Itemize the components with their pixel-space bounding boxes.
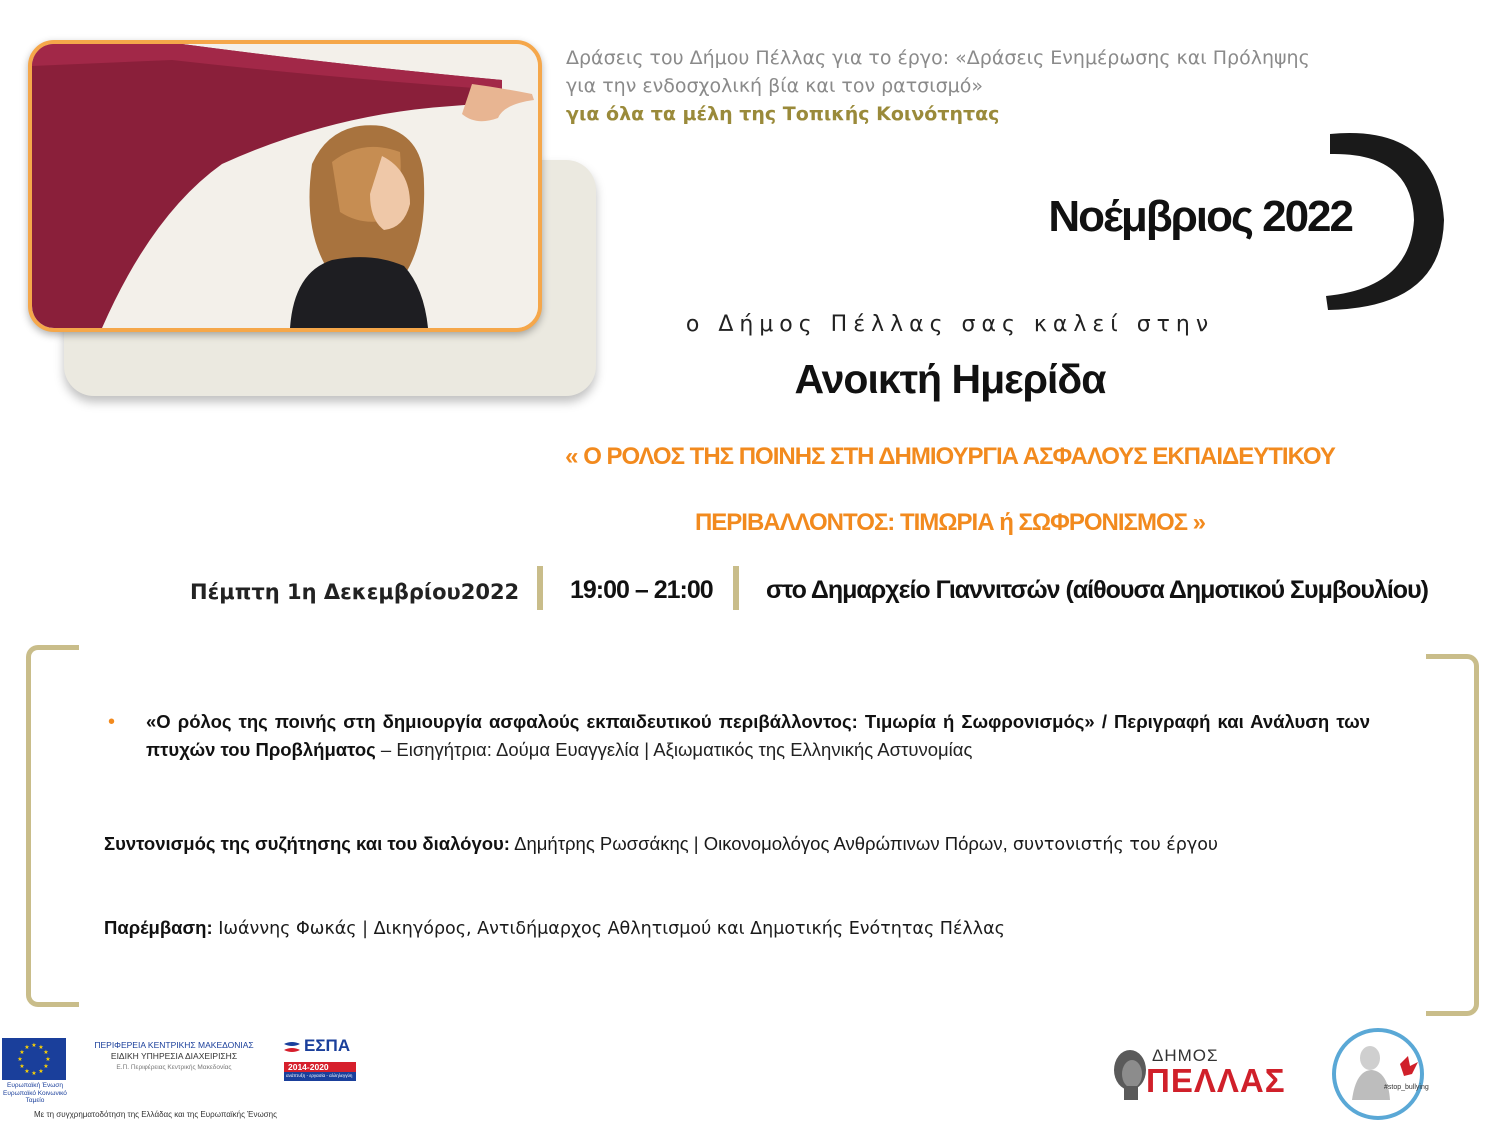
- topic-line-2: ΠΕΡΙΒΑΛΛΟΝΤΟΣ: ΤΙΜΩΡΙΑ ή ΣΩΦΡΟΝΙΣΜΟΣ »: [694, 509, 1206, 536]
- header-line-2: για την ενδοσχολική βία και τον ρατσισμό»: [566, 75, 983, 97]
- topic-line-1: « Ο ΡΟΛΟΣ ΤΗΣ ΠΟΙΝΗΣ ΣΤΗ ΔΗΜΙΟΥΡΓΙΑ ΑΣΦΑΛΟΥΣ ΕΚΠΑΙΔΕΥΤΙΚΟΥ: [565, 443, 1335, 470]
- eu-caption: [0, 1082, 70, 1105]
- moderation-role: συντονιστής του έργου: [1012, 835, 1219, 855]
- eu-label: Ευρωπαϊκή Ένωση: [7, 1082, 63, 1089]
- espa-years: 2014-2020: [288, 1062, 329, 1072]
- left-bracket: [26, 645, 79, 1007]
- svg-text:★: ★: [43, 1049, 49, 1056]
- event-date: Πέμπτη 1η Δεκεμβρίου2022: [190, 580, 520, 604]
- svg-text:★: ★: [31, 1070, 37, 1077]
- region-sub: ΕΙΔΙΚΗ ΥΠΗΡΕΣΙΑ ΔΙΑΧΕΙΡΙΣΗΣ: [110, 1051, 238, 1061]
- espa-logo: [282, 1038, 356, 1082]
- region-logo-text: [78, 1040, 270, 1073]
- pella-small: ΔΗΜΟΣ: [1152, 1046, 1219, 1065]
- header-line-3: για όλα τα μέλη της Τοπικής Κοινότητας: [566, 103, 1000, 125]
- event-title: Ανοικτή Ημερίδα: [794, 356, 1106, 402]
- separator: [537, 566, 543, 610]
- svg-text:★: ★: [43, 1063, 49, 1070]
- program: [104, 708, 1370, 764]
- bullet-icon: •: [108, 711, 116, 733]
- alexander-head-icon: [1108, 1046, 1150, 1100]
- svg-text:★: ★: [24, 1044, 30, 1051]
- header-line-1: Δράσεις του Δήμου Πέλλας για το έργο: «Δράσεις Ενημέρωσης και Πρόληψης: [566, 47, 1310, 69]
- svg-text:★: ★: [31, 1042, 37, 1049]
- pointing-adult-child-illustration: [32, 44, 538, 328]
- program-intervention: [104, 914, 1005, 943]
- svg-text:★: ★: [17, 1056, 23, 1063]
- svg-text:★: ★: [45, 1056, 51, 1063]
- program-moderation: [104, 830, 1218, 859]
- espa-name: ΕΣΠΑ: [304, 1036, 351, 1055]
- event-venue: στο Δημαρχείο Γιαννιτσών (αίθουσα Δημοτικού Συμβουλίου): [766, 576, 1428, 604]
- event-photo: [28, 40, 542, 332]
- talk-title: «Ο ρόλος της ποινής στη δημιουργία ασφαλούς εκπαιδευτικού περιβάλλοντος: Τιμωρία ή Σωφρονισμός» / Περιγραφή και Ανάλυση των πτυχών του Προβλήματος: [146, 711, 1370, 760]
- pella-municipality-logo: [1108, 1046, 1298, 1102]
- intervention-label: Παρέμβαση:: [104, 917, 213, 938]
- eu-fund: Ευρωπαϊκό Κοινωνικό Ταμείο: [3, 1089, 67, 1104]
- crescent-decoration: [1320, 128, 1450, 314]
- event-time: 19:00 – 21:00: [570, 576, 713, 604]
- invite-text: ο Δήμος Πέλλας σας καλεί στην: [685, 312, 1215, 337]
- pella-big: ΠΕΛΛΑΣ: [1146, 1062, 1286, 1099]
- moderation-person: Δημήτρης Ρωσσάκης | Οικονομολόγος Ανθρώπινων Πόρων,: [509, 833, 1013, 854]
- right-bracket: [1426, 654, 1479, 1016]
- svg-text:★: ★: [19, 1049, 25, 1056]
- region-sub2: Ε.Π. Περιφέρειας Κεντρικής Μακεδονίας: [116, 1064, 232, 1071]
- stop-tag: #stop_bullying: [1384, 1084, 1429, 1091]
- program-talk: [104, 708, 1370, 764]
- talk-speaker: – Εισηγήτρια: Δούμα Ευαγγελία | Αξιωματικός της Ελληνικής Αστυνομίας: [375, 739, 973, 760]
- svg-text:★: ★: [24, 1068, 30, 1075]
- month-label: Νοέμβριος 2022: [1048, 192, 1352, 241]
- intervention-person: Ιωάννης Φωκάς | Δικηγόρος, Αντιδήμαρχος Αθλητισμού και Δημοτικής Ενότητας Πέλλας: [212, 919, 1005, 939]
- svg-text:★: ★: [38, 1068, 44, 1075]
- event-topic: [470, 424, 1430, 556]
- region-title: ΠΕΡΙΦΕΡΕΙΑ ΚΕΝΤΡΙΚΗΣ ΜΑΚΕΔΟΝΙΑΣ: [94, 1040, 254, 1050]
- svg-text:★: ★: [38, 1044, 44, 1051]
- project-header: [566, 44, 1366, 128]
- stop-bullying-emblem-icon: [1326, 1026, 1432, 1122]
- moderation-label: Συντονισμός της συζήτησης και του διαλόγου:: [104, 833, 510, 854]
- cofunding-note: Με τη συγχρηματοδότηση της Ελλάδας και της Ευρωπαϊκής Ένωσης: [34, 1110, 277, 1119]
- svg-text:★: ★: [19, 1063, 25, 1070]
- stop-bullying-logo: [1326, 1026, 1432, 1122]
- eu-flag-icon: [2, 1038, 66, 1080]
- espa-slogan: ανάπτυξη - εργασία - αλληλεγγύη: [286, 1073, 353, 1078]
- separator: [733, 566, 739, 610]
